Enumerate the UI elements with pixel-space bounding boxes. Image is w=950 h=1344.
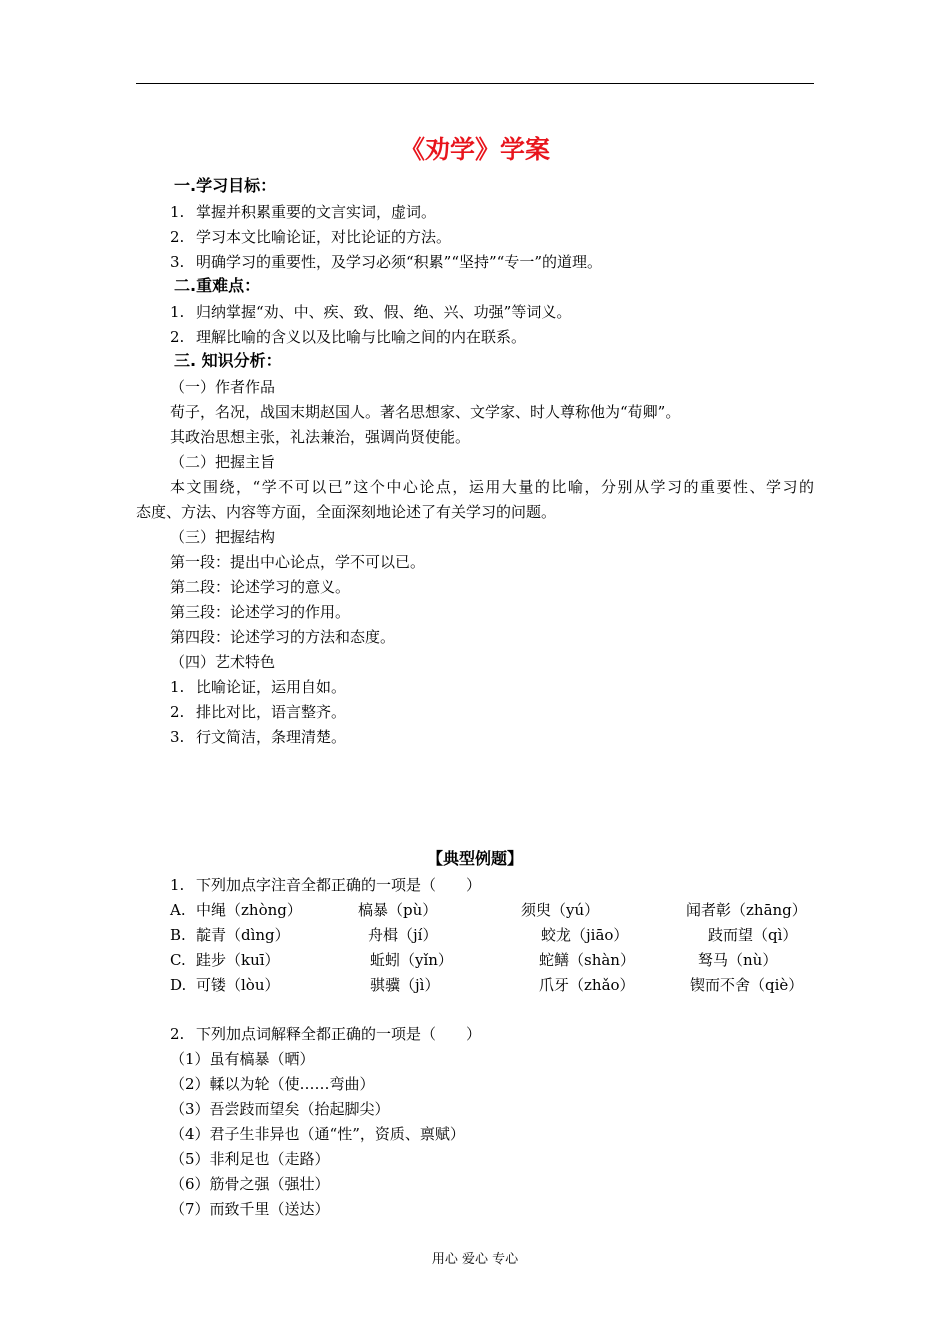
list-item: 第三段：论述学习的作用。	[170, 603, 351, 621]
list-item: （1）虽有槁暴（晒）	[170, 1050, 315, 1068]
section-heading-goals: 一.学习目标：	[174, 176, 277, 195]
option-choice: 靛青（dìng）	[196, 926, 290, 944]
option-choice: 可镂（lòu）	[196, 976, 280, 994]
document-title: 《劝学》学案	[399, 135, 550, 164]
list-item: 1. 比喻论证，运用自如。	[170, 678, 347, 696]
subheading-structure: （三）把握结构	[170, 528, 276, 546]
list-item: 1. 掌握并积累重要的文言实词，虚词。	[170, 203, 437, 221]
list-item: 3. 明确学习的重要性，及学习必须“积累”“坚持”“专一”的道理。	[170, 253, 603, 271]
list-item: （2）輮以为轮（使……弯曲）	[170, 1075, 375, 1093]
section-heading-difficulties: 二.重难点：	[174, 276, 261, 295]
option-label: B.	[170, 926, 186, 944]
list-item: （5）非利足也（走路）	[170, 1150, 330, 1168]
paragraph: 态度、方法、内容等方面，全面深刻地论述了有关学习的问题。	[136, 503, 557, 521]
subheading-theme: （二）把握主旨	[170, 453, 276, 471]
option-choice: 闻者彰（zhāng）	[686, 901, 807, 919]
option-choice: 蚯蚓（yǐn）	[370, 951, 453, 969]
option-choice: 骐骥（jì）	[370, 976, 440, 994]
list-item: 第二段：论述学习的意义。	[170, 578, 351, 596]
option-choice: 舟楫（jí）	[368, 926, 438, 944]
header-rule	[136, 83, 814, 84]
list-item: 2. 排比对比，语言整齐。	[170, 703, 347, 721]
option-choice: 跂而望（qì）	[708, 926, 798, 944]
list-item: 第四段：论述学习的方法和态度。	[170, 628, 396, 646]
option-choice: 中绳（zhòng）	[196, 901, 302, 919]
option-choice: 驽马（nù）	[698, 951, 778, 969]
paragraph: 荀子，名况，战国末期赵国人。著名思想家、文学家、时人尊称他为“荀卿”。	[170, 403, 681, 421]
list-item: 2. 理解比喻的含义以及比喻与比喻之间的内在联系。	[170, 328, 527, 346]
paragraph: 其政治思想主张，礼法兼治，强调尚贤使能。	[170, 428, 471, 446]
option-label: C.	[170, 951, 186, 969]
examples-heading: 【典型例题】	[426, 849, 523, 868]
list-item: 第一段：提出中心论点，学不可以已。	[170, 553, 426, 571]
list-item: （7）而致千里（送达）	[170, 1200, 330, 1218]
list-item: 1. 归纳掌握“劝、中、疾、致、假、绝、兴、功强”等词义。	[170, 303, 572, 321]
list-item: 3. 行文简洁，条理清楚。	[170, 728, 347, 746]
option-choice: 蛇鳝（shàn）	[539, 951, 635, 969]
list-item: 2. 学习本文比喻论证，对比论证的方法。	[170, 228, 452, 246]
option-choice: 爪牙（zhǎo）	[539, 976, 635, 994]
list-item: （3）吾尝跂而望矣（抬起脚尖）	[170, 1100, 390, 1118]
option-label: A.	[170, 901, 186, 919]
option-choice: 跬步（kuī）	[196, 951, 280, 969]
question-2-stem: 2. 下列加点词解释全都正确的一项是（ ）	[170, 1025, 482, 1043]
option-label: D.	[170, 976, 187, 994]
option-choice: 须臾（yú）	[521, 901, 600, 919]
subheading-features: （四）艺术特色	[170, 653, 276, 671]
paragraph: 本文围绕，“学不可以已”这个中心论点，运用大量的比喻，分别从学习的重要性、学习的	[170, 478, 814, 496]
question-1-stem: 1. 下列加点字注音全都正确的一项是（ ）	[170, 876, 482, 894]
subheading-author: （一）作者作品	[170, 378, 276, 396]
list-item: （4）君子生非异也（通“性”，资质、禀赋）	[170, 1125, 465, 1143]
option-choice: 槁暴（pù）	[358, 901, 438, 919]
option-choice: 蛟龙（jiāo）	[541, 926, 629, 944]
option-choice: 锲而不舍（qiè）	[690, 976, 804, 994]
section-heading-analysis: 三. 知识分析：	[174, 351, 282, 370]
list-item: （6）筋骨之强（强壮）	[170, 1175, 330, 1193]
page-footer: 用心 爱心 专心	[431, 1252, 519, 1267]
